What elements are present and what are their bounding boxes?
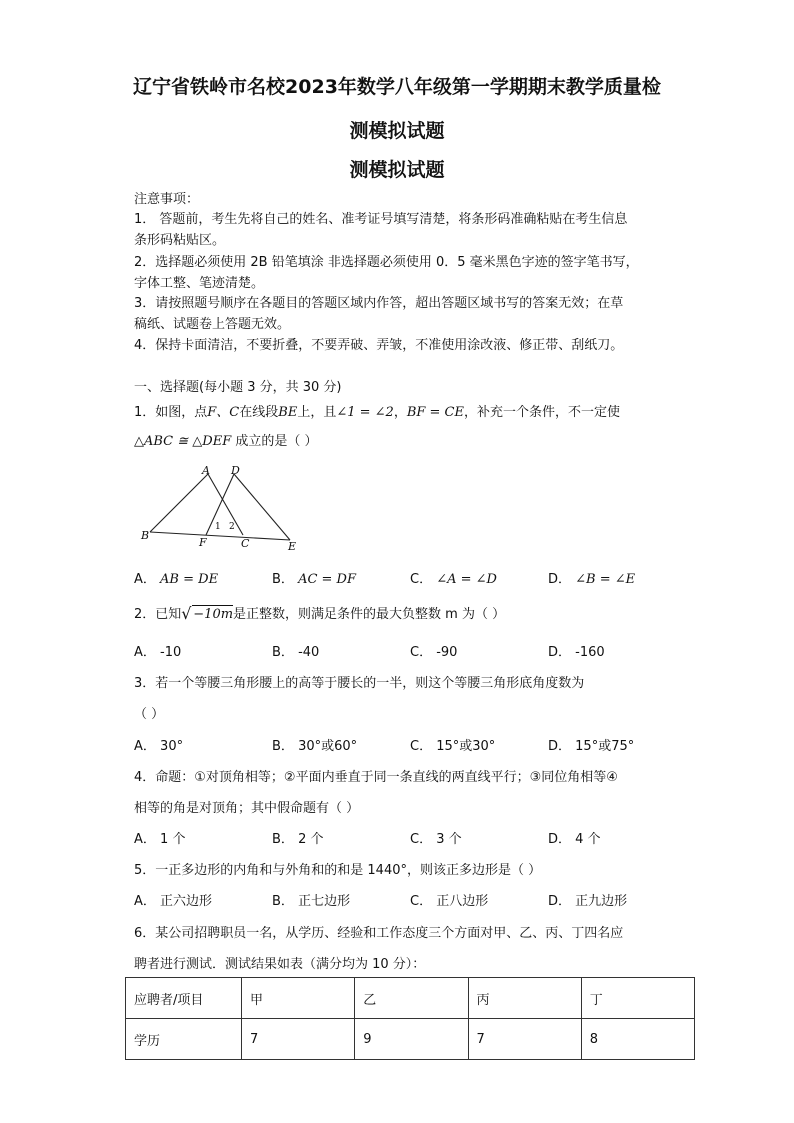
q1-text: 1．如图，点: [134, 405, 208, 420]
section-heading: 一、选择题(每小题 3 分，共 30 分): [134, 380, 342, 395]
q1-option-b[interactable]: [272, 568, 356, 587]
q3-option-a[interactable]: [134, 735, 183, 754]
q1-option-d[interactable]: [548, 568, 635, 587]
option-letter: A．: [134, 739, 156, 754]
notice-line: 条形码粘贴区。: [134, 233, 226, 248]
option-letter: C．: [410, 645, 433, 660]
segment-be: [150, 532, 290, 540]
q1-math-congruence: △ABC ≅ △DEF: [134, 434, 232, 449]
option-text: -40: [298, 645, 320, 660]
q2-sqrt-expression: √ −10m: [181, 604, 234, 623]
option-letter: C．: [410, 739, 433, 754]
option-text: -10: [160, 645, 182, 660]
option-text: 30°或60°: [298, 739, 358, 754]
table-cell: 9: [355, 1019, 468, 1060]
table-cell: 8: [581, 1019, 694, 1060]
q3-option-d[interactable]: [548, 735, 634, 754]
option-text: 正六边形: [160, 894, 213, 909]
option-text: 正九边形: [575, 894, 628, 909]
notice-line: 4．保持卡面清洁，不要折叠，不要弄破、弄皱，不准使用涂改液、修正带、刮纸刀。: [134, 338, 624, 353]
label-c: C: [241, 537, 250, 550]
option-text: 1 个: [160, 832, 186, 847]
option-letter: A．: [134, 894, 156, 909]
doc-title-line1: 辽宁省铁岭市名校2023年数学八年级第一学期期末教学质量检: [133, 76, 661, 98]
question-4-stem: 4．命题：①对顶角相等；②平面内垂直于同一条直线的两直线平行；③同位角相等④: [134, 770, 618, 785]
option-letter: C．: [410, 832, 433, 847]
option-text: -160: [575, 645, 605, 660]
label-f: F: [199, 536, 207, 549]
option-text: AB = DE: [160, 572, 219, 587]
q1-option-c[interactable]: [410, 568, 497, 587]
q1-option-a[interactable]: [134, 568, 218, 587]
q2-text: 是正整数，则满足条件的最大负整数 m 为（ ）: [233, 607, 506, 622]
angle-label-1: 1: [215, 522, 221, 532]
question-4-stem-line2: 相等的角是对顶角；其中假命题有（ ）: [134, 801, 360, 816]
label-b: B: [141, 529, 150, 542]
table-header-cell: 丁: [581, 978, 694, 1019]
option-text: AC = DF: [298, 572, 356, 587]
notice-line: 字体工整、笔迹清楚。: [134, 276, 265, 291]
label-a: A: [202, 464, 210, 477]
q1-text: 在线段: [239, 405, 279, 420]
option-text: ∠A = ∠D: [436, 572, 497, 587]
question-1-stem-line2: [134, 430, 317, 449]
question-6-stem-line2: 聘者进行测试．测试结果如表（满分均为 10 分）：: [134, 957, 426, 972]
option-letter: B．: [272, 645, 294, 660]
option-text: 2 个: [298, 832, 324, 847]
table-cell: 7: [468, 1019, 581, 1060]
option-text: 4 个: [575, 832, 601, 847]
option-letter: C．: [410, 894, 433, 909]
notice-line: 稿纸、试题卷上答题无效。: [134, 317, 291, 332]
option-text: 30°: [160, 739, 184, 754]
question-2-stem: [134, 603, 505, 622]
option-letter: A．: [134, 572, 156, 587]
q5-option-b[interactable]: [272, 890, 350, 909]
question-6-stem: 6．某公司招聘职员一名，从学历、经验和工作态度三个方面对甲、乙、丙、丁四名应: [134, 926, 624, 941]
q2-option-b[interactable]: [272, 641, 319, 660]
q1-math-equal: BF = CE: [406, 405, 464, 420]
option-text: 正八边形: [436, 894, 489, 909]
q1-math-segment: BE: [278, 405, 298, 420]
table-cell: 7: [242, 1019, 355, 1060]
q1-text: 上，且: [297, 405, 337, 420]
notice-line: 2．选择题必须使用 2B 铅笔填涂 非选择题必须使用 0．5 毫米黑色字迹的签字笔书写，: [134, 255, 639, 270]
angle-label-2: 2: [229, 522, 235, 532]
option-letter: A．: [134, 832, 156, 847]
option-letter: D．: [548, 645, 572, 660]
q2-radicand: −10m: [193, 607, 234, 622]
segment-ac: [208, 474, 243, 535]
option-letter: D．: [548, 739, 572, 754]
q1-text: 成立的是（ ）: [231, 434, 318, 449]
table-header-cell: 应聘者/项目: [126, 978, 242, 1019]
question-3-stem-line2: （ ）: [134, 707, 165, 722]
option-text: 15°或30°: [436, 739, 496, 754]
q1-math-points: F、C: [207, 405, 240, 420]
option-letter: B．: [272, 832, 294, 847]
question-5-stem: 5．一正多边形的内角和与外角和的和是 1440°，则该正多边形是（ ）: [134, 863, 542, 878]
option-text: -90: [436, 645, 458, 660]
label-e: E: [288, 540, 297, 553]
option-letter: B．: [272, 739, 294, 754]
q3-option-b[interactable]: [272, 735, 357, 754]
table-header-cell: 甲: [242, 978, 355, 1019]
q4-option-a[interactable]: [134, 828, 185, 847]
label-d: D: [231, 464, 240, 477]
q4-option-d[interactable]: [548, 828, 601, 847]
table-row: [126, 1019, 695, 1060]
q1-geometry-figure: [138, 462, 308, 554]
doc-title-line3: 测模拟试题: [349, 159, 445, 181]
notice-line: 3．请按照题号顺序在各题目的答题区域内作答，超出答题区域书写的答案无效；在草: [134, 296, 624, 311]
option-letter: B．: [272, 572, 294, 587]
q1-text: ，: [393, 405, 407, 420]
q5-option-d[interactable]: [548, 890, 627, 909]
option-text: 15°或75°: [575, 739, 635, 754]
q3-option-c[interactable]: [410, 735, 495, 754]
question-1-stem: [134, 401, 620, 420]
q2-text: 2．已知: [134, 607, 182, 622]
option-letter: B．: [272, 894, 294, 909]
table-cell: 学历: [126, 1019, 242, 1060]
q2-option-a[interactable]: [134, 641, 181, 660]
option-letter: C．: [410, 572, 433, 587]
score-table: [125, 977, 695, 1060]
table-header-cell: 丙: [468, 978, 581, 1019]
q4-option-b[interactable]: [272, 828, 323, 847]
q1-math-angles: ∠1 = ∠2: [336, 405, 394, 420]
option-letter: D．: [548, 572, 572, 587]
q2-option-d[interactable]: [548, 641, 605, 660]
notice-line: 1． 答题前，考生先将自己的姓名、准考证号填写清楚，将条形码准确粘贴在考生信息: [134, 212, 628, 227]
table-header-cell: 乙: [355, 978, 468, 1019]
option-letter: D．: [548, 832, 572, 847]
notice-heading: 注意事项：: [134, 192, 200, 207]
option-letter: A．: [134, 645, 156, 660]
q1-text: ，补充一个条件，不一定使: [464, 405, 621, 420]
option-text: 3 个: [436, 832, 462, 847]
question-3-stem: 3．若一个等腰三角形腰上的高等于腰长的一半，则这个等腰三角形底角度数为: [134, 676, 585, 691]
option-text: 正七边形: [298, 894, 351, 909]
option-letter: D．: [548, 894, 572, 909]
option-text: ∠B = ∠E: [575, 572, 636, 587]
table-header-row: [126, 978, 695, 1019]
segment-de: [234, 474, 290, 540]
q2-option-c[interactable]: [410, 641, 457, 660]
q5-option-a[interactable]: [134, 890, 212, 909]
doc-title-line2: 测模拟试题: [349, 120, 445, 142]
segment-ab: [150, 474, 208, 532]
q4-option-c[interactable]: [410, 828, 462, 847]
q5-option-c[interactable]: [410, 890, 488, 909]
